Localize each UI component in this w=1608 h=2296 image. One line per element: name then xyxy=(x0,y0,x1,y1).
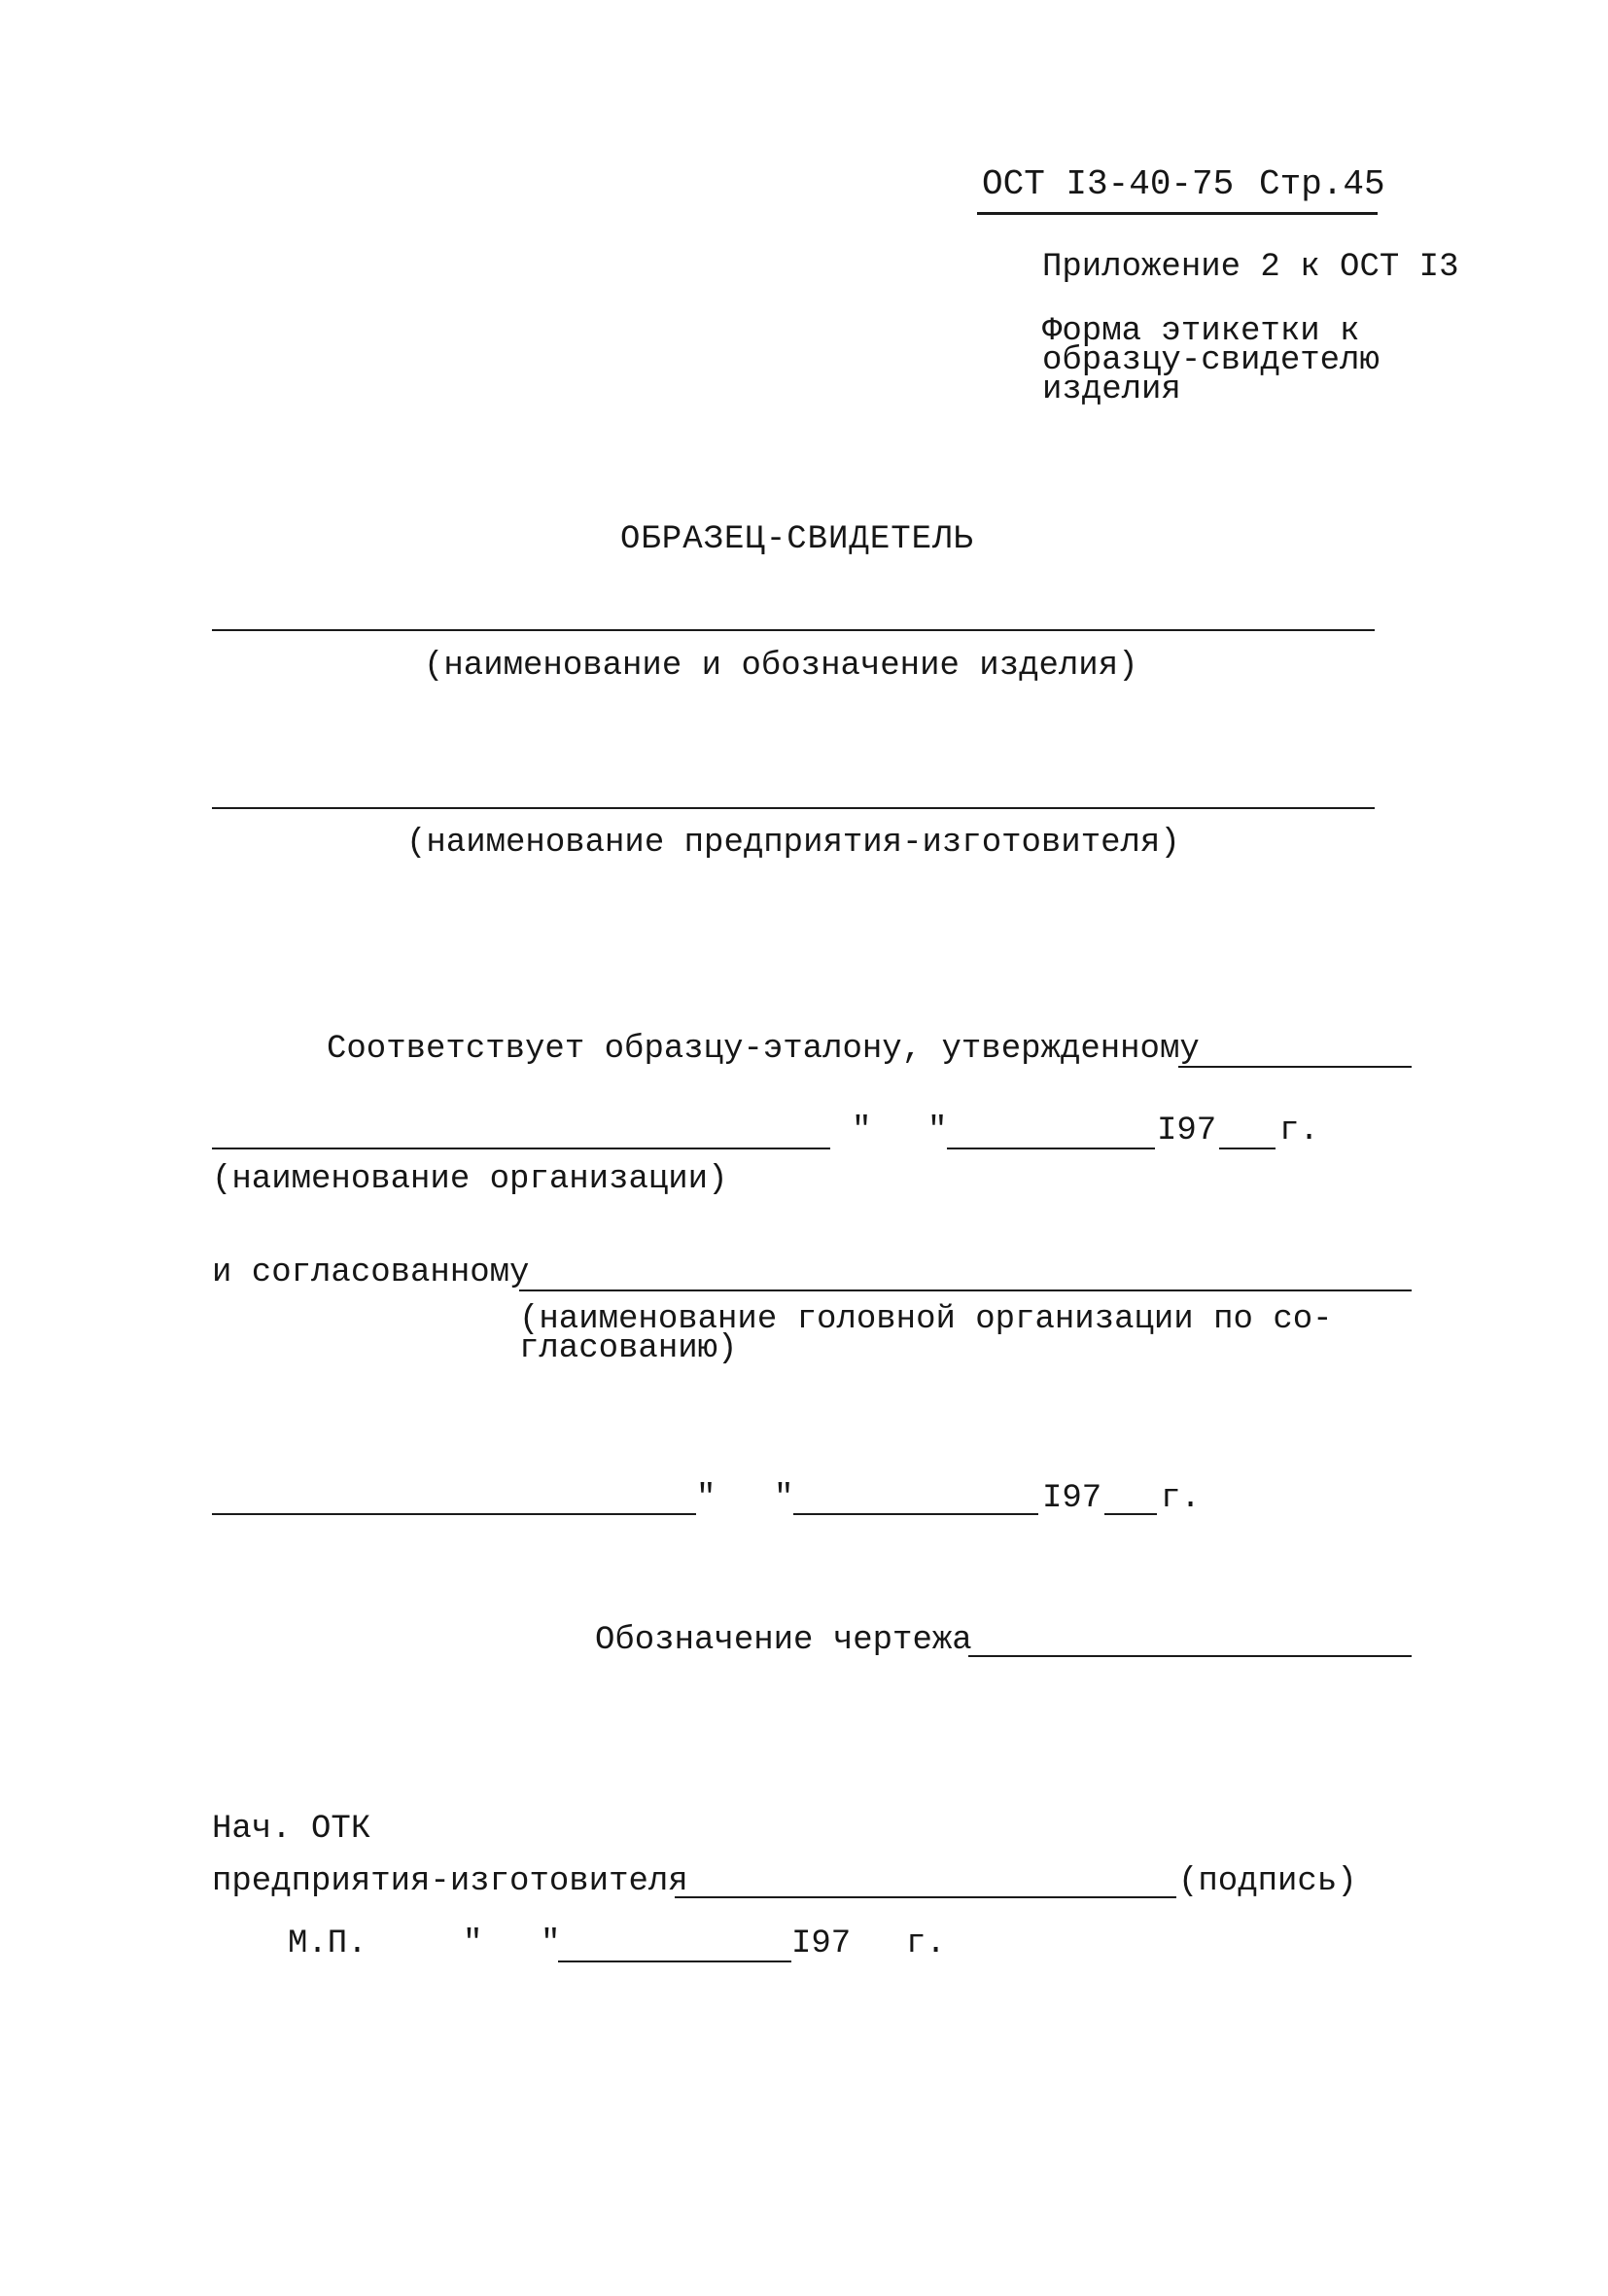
agreement-year-prefix: I97 xyxy=(1042,1480,1102,1517)
signature-month-field-line[interactable] xyxy=(558,1960,791,1962)
signature-quote-open: " xyxy=(463,1925,483,1962)
approval-month-field-line[interactable] xyxy=(947,1148,1155,1149)
approving-org-field-line[interactable] xyxy=(212,1148,830,1149)
form-name: Форма этикетки к образцу-свидетелю изделия xyxy=(1042,313,1380,408)
agreement-month-field-line[interactable] xyxy=(793,1513,1038,1515)
qc-head-org-label: предприятия-изготовителя xyxy=(212,1863,688,1900)
agreeing-org-caption: (наименование головной организации по со- гласованию) xyxy=(519,1301,1333,1367)
approval-year-field-line[interactable] xyxy=(1219,1148,1276,1149)
signature-year-prefix: I97 xyxy=(791,1925,852,1962)
approving-org-caption: (наименование организации) xyxy=(212,1161,728,1198)
appendix-label: Приложение 2 к ОСТ I3 xyxy=(1042,249,1459,286)
agreement-year-suffix: г. xyxy=(1161,1480,1201,1517)
manufacturer-field-line[interactable] xyxy=(212,807,1375,809)
product-caption: (наименование и обозначение изделия) xyxy=(424,648,1138,685)
signature-year-suffix: г. xyxy=(906,1925,946,1962)
agreement-org-field-line[interactable] xyxy=(212,1513,696,1515)
agreement-quote-close: " xyxy=(774,1480,794,1517)
agreement-year-field-line[interactable] xyxy=(1104,1513,1157,1515)
product-field-line[interactable] xyxy=(212,629,1375,631)
page-number: Стр.45 xyxy=(1259,164,1385,204)
approval-year-prefix: I97 xyxy=(1157,1113,1217,1149)
agreement-quote-open: " xyxy=(696,1480,717,1517)
conforms-text: Соответствует образцу-эталону, утвержденному xyxy=(327,1031,1200,1068)
approval-quote-close: " xyxy=(927,1113,948,1149)
manufacturer-caption: (наименование предприятия-изготовителя) xyxy=(406,825,1180,862)
approved-by-field-line[interactable] xyxy=(1178,1066,1412,1068)
qc-head-label: Нач. ОТК xyxy=(212,1811,371,1848)
agreed-text: и согласованному xyxy=(212,1254,530,1291)
approval-year-suffix: г. xyxy=(1279,1113,1319,1149)
header-rule xyxy=(977,212,1378,215)
agreeing-org-field-line[interactable] xyxy=(519,1289,1412,1291)
page-title: ОБРАЗЕЦ-СВИДЕТЕЛЬ xyxy=(620,521,974,558)
signature-field-line[interactable] xyxy=(675,1896,1176,1898)
signature-quote-close: " xyxy=(541,1925,561,1962)
signature-caption: (подпись) xyxy=(1178,1863,1357,1900)
stamp-label: М.П. xyxy=(288,1925,367,1962)
drawing-text: Обозначение чертежа xyxy=(595,1622,972,1659)
document-code: ОСТ I3-40-75 xyxy=(982,164,1235,204)
approval-quote-open: " xyxy=(852,1113,872,1149)
drawing-field-line[interactable] xyxy=(968,1655,1412,1657)
